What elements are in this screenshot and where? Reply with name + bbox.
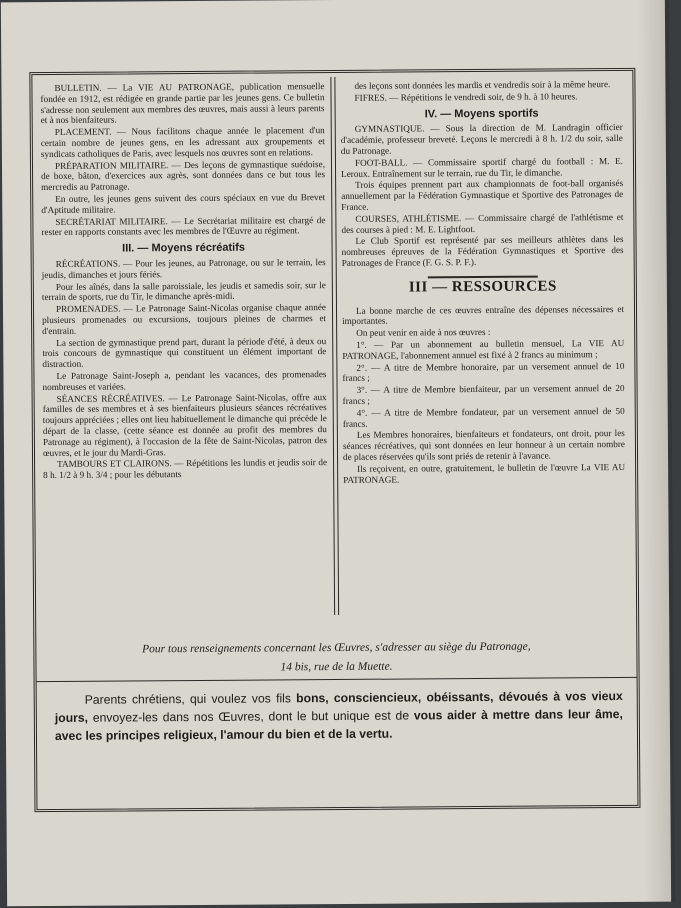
paragraph-equipes: Trois équipes prennent part aux championnats de foot-ball organisés annuellement par la Fédération Gymnastique et Sportive des Patronages de France. [341, 178, 624, 212]
heading-ressources: III — RESSOURCES [408, 278, 557, 296]
document-page [1, 0, 671, 906]
appeal-text-1: Parents chrétiens, qui voulez vos fils [84, 691, 297, 707]
column-divider [330, 77, 339, 615]
paragraph-preparation-militaire: PRÉPARATION MILITAIRE. — Des leçons de gymnastique suédoise, de boxe, bâton, d'exercices aux agrès, sont données dans ce but tous les mercredis au Patronage. [41, 158, 326, 193]
paragraph-membre-honoraire: 2°. — A titre de Membre honoraire, par un versement annuel de 10 francs ; [342, 360, 625, 384]
paragraph-membre-fondateur: 4°. — A titre de Membre fondateur, par un versement annuel de 50 francs. [342, 405, 625, 429]
appeal-bold-2: vous aider à mettre dans leur âme, avec les principes religieux, l'amour du bien et de la vertu. [54, 707, 623, 743]
paragraph-recoivent: Ils reçoivent, en outre, gratuitement, le bulletin de l'œuvre La VIE AU PATRONAGE. [343, 461, 626, 485]
paragraph-section-gymnastique: La section de gymnastique prend part, durant la période d'été, à deux ou trois concours de gymnastique qui constituent un élément important de distraction. [42, 335, 327, 370]
left-column [40, 81, 327, 482]
paragraph-fifres: FIFRES. — Répétitions le vendredi soir, de 9 h. à 10 heures. [354, 91, 578, 103]
contact-note-address: 14 bis, rue de la Muette. [280, 660, 393, 674]
paragraph-abonnement: 1°. — Par un abonnement au bulletin mensuel, La VIE AU PATRONAGE, l'abonnement annuel est fixé à 2 francs au minimum ; [342, 337, 625, 361]
paragraph-aide: On peut venir en aide à nos œuvres : [356, 327, 491, 338]
paragraph-seances: SÉANCES RÉCRÉATIVES. — Le Patronage Saint-Nicolas, offre aux familles de ses membres et à ses bienfaiteurs plusieurs séances récréatives toujours appréciées ; elles ont lieu habituellement le dimanche qui précède le départ de la classe, (cette séance est donnée au profit des membres du Patronage au régiment), à l'occasion de la fête de Saint-Nicolas, patron des œuvres, et le jour du Mardi-Gras. [42, 391, 327, 458]
appeal-text-2: envoyez-les dans nos Œuvres, dont le but unique est de [87, 708, 414, 725]
contact-note [56, 637, 616, 679]
paragraph-tambours: TAMBOURS ET CLAIRONS. — Répétitions les lundis et jeudis soir de 8 h. 1/2 à 9 h. 3/4 ; pour les débutants [43, 457, 328, 481]
contact-note-line1: Pour tous renseignements concernant les Œuvres, s'adresser au siège du Patronage, [142, 640, 531, 656]
paragraph-gymnastique: GYMNASTIQUE. — Sous la direction de M. Landragin officier d'académie, professeur breveté. Leçons le mercredi à 8 h. 1/2 du soir, salle du Patronage. [340, 122, 623, 156]
paragraph-membres-droits: Les Membres honoraires, bienfaiteurs et fondateurs, ont droit, pour les séances récréatives, qui sont données en leur honneur à un certain nombre de places réservées qu'ils sont priés de retenir à l'avance. [342, 428, 625, 462]
paragraph-courses: COURSES, ATHLÉTISME. — Commissaire chargé de l'athlétisme et des courses à pied : M. E. Lightfoot. [341, 211, 624, 235]
paragraph-bulletin: BULLETIN. — La VIE AU PATRONAGE, publication mensuelle fondée en 1912, est rédigée en grande partie par les jeunes gens. Ce bulletin s'adresse non seulement aux membres des œuvres, mais aussi à leurs parents et à nos bienfaiteurs. [40, 81, 325, 126]
page-edge-shadow [637, 0, 675, 902]
parents-appeal [55, 687, 623, 745]
heading-moyens-recreatifs: III. — Moyens récréatifs [122, 241, 246, 255]
paragraph-lecons: des leçons sont données les mardis et vendredis soir à la même heure. [354, 79, 611, 91]
paragraph-secretariat: SECRÉTARIAT MILITAIRE. — Le Secrétariat militaire est chargé de rester en rapports constants avec les membres de l'Œuvre au régiment. [41, 214, 326, 238]
paragraph-aines: Pour les aînés, dans la salle paroissiale, les jeudis et samedis soir, sur le terrain de sports, rue du Tir, le dimanche après-midi. [41, 279, 326, 303]
section-rule [428, 275, 538, 278]
paragraph-brevet: En outre, les jeunes gens suivent des cours spéciaux en vue du Brevet d'Aptitude militaire. [41, 192, 326, 215]
paragraph-football: FOOT-BALL. — Commissaire sportif chargé du football : M. E. Leroux. Entraînement sur le terrain, rue du Tir, le dimanche. [341, 155, 624, 179]
paragraph-membre-bienfaiteur: 3°. — A titre de Membre bienfaiteur, par un versement annuel de 20 francs ; [342, 383, 625, 406]
paragraph-club-sportif: Le Club Sportif est représenté par ses meilleurs athlètes dans les nombreuses épreuves de la Fédération Gymnastiques et Sportive des Patronages de France (F. G. S. P. F.). [341, 234, 624, 268]
appeal-bold-1: bons, consciencieux, obéissants, dévoués à vos vieux jours, [54, 689, 623, 725]
double-border-frame [29, 68, 640, 812]
paragraph-bonne-marche: La bonne marche de ces œuvres entraîne des dépenses nécessaires et importantes. [342, 303, 625, 327]
heading-moyens-sportifs: IV. — Moyens sportifs [424, 107, 539, 120]
paragraph-saint-joseph: Le Patronage Saint-Joseph a, pendant les vacances, des promenades nombreuses et variées. [42, 368, 327, 392]
right-column [340, 79, 625, 486]
paragraph-promenades: PROMENADES. — Le Patronage Saint-Nicolas organise chaque année plusieurs promenades ou excursions, toujours pleines de charmes et d'entrain. [42, 302, 327, 336]
paragraph-recreations: RÉCRÉATIONS. — Pour les jeunes, au Patronage, ou sur le terrain, les jeudis, dimanches et jours fériés. [41, 257, 326, 280]
paragraph-placement: PLACEMENT. — Nous facilitons chaque année le placement d'un certain nombre de jeunes gens, en les adressant aux groupements et syndicats catholiques de Paris, avec lesquels nos œuvres sont en relations. [40, 125, 325, 159]
